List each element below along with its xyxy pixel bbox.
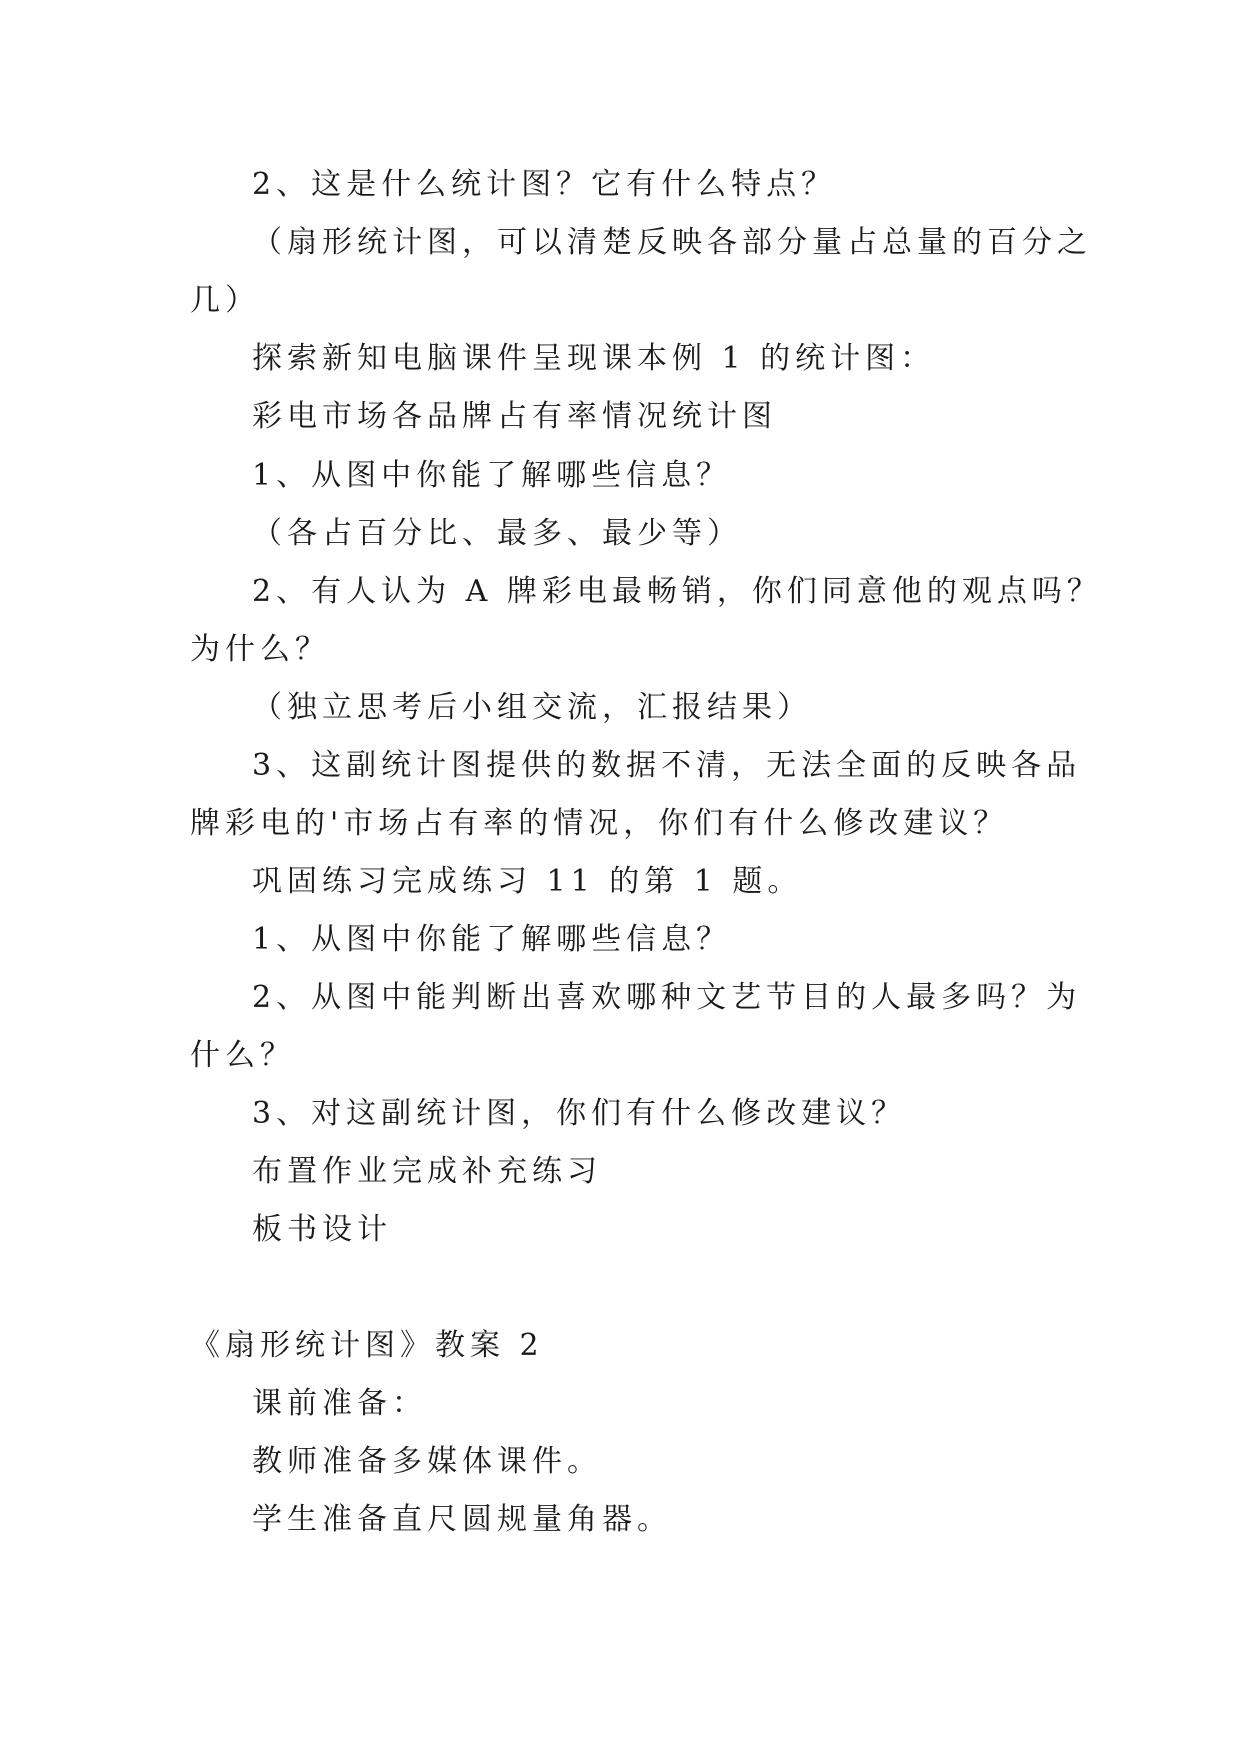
answer-pie-chart-line-1: （扇形统计图，可以清楚反映各部分量占总量的百分之: [252, 225, 1092, 260]
exercise-question-2-line-1: 2、从图中能判断出喜欢哪种文艺节目的人最多吗？为: [252, 980, 1082, 1015]
question-2-brand-a-line-1: 2、有人认为 A 牌彩电最畅销，你们同意他的观点吗？: [252, 574, 1102, 609]
board-design: 板书设计: [252, 1212, 392, 1247]
student-preparation: 学生准备直尺圆规量角器。: [252, 1502, 672, 1537]
teacher-preparation: 教师准备多媒体课件。: [252, 1444, 602, 1479]
question-1-information: 1、从图中你能了解哪些信息？: [252, 458, 732, 493]
consolidation-exercise: 巩固练习完成练习 11 的第 1 题。: [252, 864, 803, 899]
exercise-question-1: 1、从图中你能了解哪些信息？: [252, 922, 732, 957]
preparation-heading: 课前准备：: [252, 1386, 427, 1421]
exercise-question-3: 3、对这副统计图，你们有什么修改建议？: [252, 1096, 907, 1131]
lesson-plan-2-title: 《扇形统计图》教案 2: [190, 1328, 544, 1363]
answer-percentages: （各占百分比、最多、最少等）: [252, 516, 742, 551]
question-3-data-line-1: 3、这副统计图提供的数据不清，无法全面的反映各品: [252, 748, 1082, 783]
explore-new-knowledge: 探索新知电脑课件呈现课本例 1 的统计图：: [252, 341, 936, 376]
chart-title-text: 彩电市场各品牌占有率情况统计图: [252, 399, 777, 434]
question-3-data-line-2: 牌彩电的'市场占有率的情况，你们有什么修改建议？: [190, 806, 1009, 841]
homework-assignment: 布置作业完成补充练习: [252, 1154, 602, 1189]
answer-group-discussion: （独立思考后小组交流，汇报结果）: [252, 690, 812, 725]
answer-pie-chart-line-2: 几）: [190, 283, 260, 318]
exercise-question-2-line-2: 什么？: [190, 1038, 295, 1073]
question-2-brand-a-line-2: 为什么？: [190, 632, 330, 667]
question-2-chart-type: 2、这是什么统计图？它有什么特点？: [252, 167, 837, 202]
